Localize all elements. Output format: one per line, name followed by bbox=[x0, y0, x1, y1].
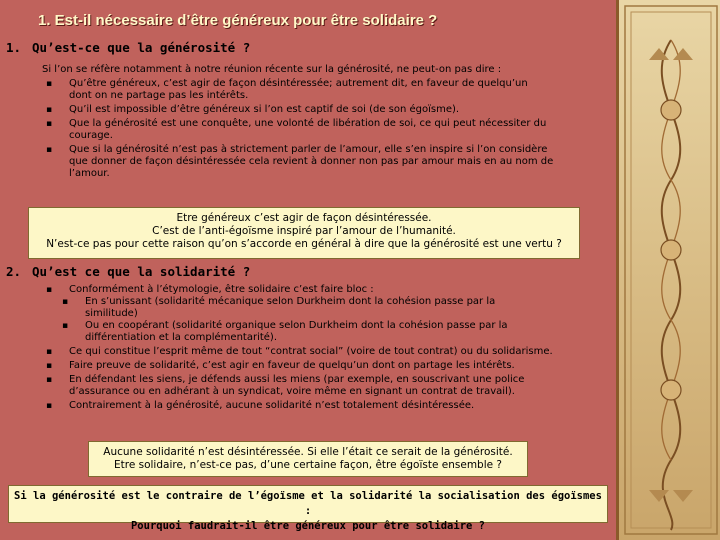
sub-bullet-list bbox=[58, 296, 612, 344]
section2-heading bbox=[6, 264, 250, 279]
conclusion-line: Si la générosité est le contraire de l’égoïsme et la solidarité la socialisation des égoïsmes : bbox=[14, 490, 602, 517]
section2-number: 2. bbox=[6, 264, 22, 279]
section1-bullet-list bbox=[42, 78, 612, 180]
list-item-line: d’assurance ou en adhérant à un syndicat, voire même en signant un contrat de travail). bbox=[69, 386, 515, 397]
section1-heading-text: Qu’est-ce que la générosité ? bbox=[32, 40, 251, 55]
section1-number: 1. bbox=[6, 40, 22, 55]
summary-line: Aucune solidarité n’est désintéressée. Si elle l’était ce serait de la générosité. bbox=[103, 446, 513, 458]
list-item-line: ▪ En défendant les siens, je défends aussi les miens (par exemple, en souscrivant une police bbox=[69, 374, 525, 385]
section2-summary-box bbox=[88, 441, 528, 477]
section2-heading-text: Qu’est ce que la solidarité ? bbox=[32, 264, 251, 279]
list-item-line: ▪ Qu’être généreux, c’est agir de façon désintéressée; autrement dit, en faveur de quelqu’un bbox=[69, 78, 528, 89]
conclusion-box bbox=[8, 485, 608, 532]
list-item-line: similitude) bbox=[85, 308, 138, 319]
list-item bbox=[42, 78, 612, 102]
section1-heading bbox=[6, 40, 250, 55]
list-item-line: l’amour. bbox=[69, 168, 110, 179]
ornament-graphic bbox=[619, 0, 720, 540]
summary-line: Etre solidaire, n’est-ce pas, d’une certaine façon, être égoïste ensemble ? bbox=[113, 459, 503, 471]
list-item bbox=[42, 284, 612, 296]
list-item-line: ▪ Que la générosité est une conquête, une volonté de libération de soi, ce qui peut nécessiter du bbox=[69, 118, 547, 129]
list-item-line: ▪ Ou en coopérant (solidarité organique selon Durkheim dont la cohésion passe par la bbox=[85, 320, 508, 331]
list-item bbox=[42, 400, 612, 412]
list-item-line: ▪ En s’unissant (solidarité mécanique selon Durkheim dont la cohésion passe par la bbox=[85, 296, 496, 307]
section1-summary-box bbox=[28, 207, 580, 259]
list-item-line: courage. bbox=[69, 130, 113, 141]
summary-line: Etre généreux c’est agir de façon désintéressée. bbox=[176, 212, 432, 224]
sub-list-item bbox=[58, 296, 612, 320]
slide-title: 1. Est-il nécessaire d’être généreux pour être solidaire ? bbox=[38, 12, 438, 29]
list-item bbox=[42, 104, 612, 116]
list-item-line: ▪ Conformément à l’étymologie, être solidaire c’est faire bloc : bbox=[69, 284, 374, 295]
conclusion-line: Pourquoi faudrait-il être généreux pour être solidaire ? bbox=[130, 520, 485, 532]
list-item bbox=[42, 144, 612, 180]
list-item bbox=[42, 374, 612, 398]
list-item bbox=[42, 346, 612, 358]
summary-line: N’est-ce pas pour cette raison qu’on s’accorde en général à dire que la générosité est une vertu ? bbox=[46, 238, 562, 250]
list-item-line: ▪ Ce qui constitue l’esprit même de tout “contrat social” (voire de tout contrat) ou du solidarisme. bbox=[69, 346, 553, 357]
decorative-side-panel bbox=[616, 0, 720, 540]
list-item-line: ▪ Que si la générosité n’est pas à strictement parler de l’amour, elle s’en inspire si l’on considère bbox=[69, 144, 548, 155]
section2-bullet-list bbox=[42, 284, 612, 412]
section1-intro: Si l’on se réfère notamment à notre réunion récente sur la générosité, ne peut-on pas dire : bbox=[42, 64, 502, 75]
list-item bbox=[42, 118, 612, 142]
list-item-line: ▪ Qu’il est impossible d’être généreux si l’on est captif de soi (de son égoïsme). bbox=[69, 104, 460, 115]
summary-line: C’est de l’anti-égoïsme inspiré par l’amour de l’humanité. bbox=[152, 225, 456, 237]
sub-list-item bbox=[58, 320, 612, 344]
list-item bbox=[42, 360, 612, 372]
list-item-line: différentiation et la complémentarité). bbox=[85, 332, 278, 343]
list-item-line: que donner de façon désintéressée cela revient à donner non pas par amour mais en au nom de bbox=[69, 156, 554, 167]
list-item-line: dont on ne partage pas les intérêts. bbox=[69, 90, 249, 101]
list-item-line: ▪ Contrairement à la générosité, aucune solidarité n’est totalement désintéressée. bbox=[69, 400, 475, 411]
list-item-line: ▪ Faire preuve de solidarité, c’est agir en faveur de quelqu’un dont on partage les intérêts. bbox=[69, 360, 515, 371]
